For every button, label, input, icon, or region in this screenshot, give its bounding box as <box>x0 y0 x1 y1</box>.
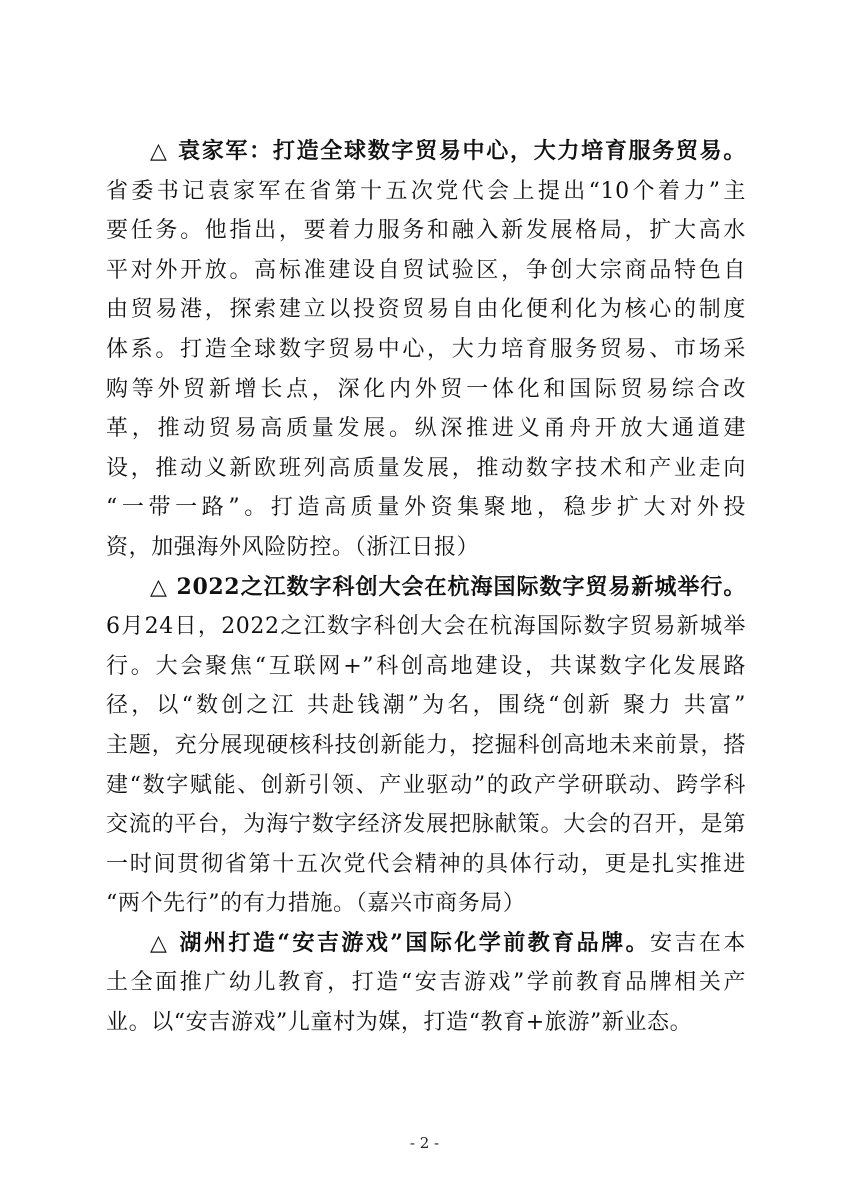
document-body <box>106 132 746 1043</box>
news-item-3 <box>106 924 746 1043</box>
text-line: 由贸易港，探索建立以投资贸易自由化便利化为核心的制度 <box>106 297 746 323</box>
text-line: 设，推动义新欧班列高质量发展，推动数字技术和产业走向 <box>106 455 746 481</box>
news-item-heading: △ 袁家军：打造全球数字贸易中心，大力培育服务贸易。 <box>150 138 746 164</box>
text-line: 资，加强海外风险防控。（浙江日报） <box>106 534 480 560</box>
news-item-1 <box>106 132 746 568</box>
news-item-heading: △ 湖州打造“安吉游戏”国际化学前教育品牌。 <box>150 929 651 956</box>
text-line: 土全面推广幼儿教育，打造“安吉游戏”学前教育品牌相关产 <box>106 970 746 996</box>
text-line: “两个先行”的有力措施。（嘉兴市商务局） <box>106 891 526 917</box>
text-line: 一时间贯彻省第十五次党代会精神的具体行动，更是扎实推进 <box>106 851 746 877</box>
text-line: 主题，充分展现硬核科技创新能力，挖掘科创高地未来前景，搭 <box>106 732 746 758</box>
text-line: 建“数字赋能、创新引领、产业驱动”的政产学研联动、跨学科 <box>106 772 746 798</box>
page-number: - 2 - <box>409 1134 440 1152</box>
text-line: “一带一路”。打造高质量外资集聚地，稳步扩大对外投 <box>106 495 746 521</box>
text-line: 购等外贸新增长点，深化内外贸一体化和国际贸易综合改 <box>106 376 746 402</box>
text-line: 革，推动贸易高质量发展。纵深推进义甬舟开放大通道建 <box>106 416 746 442</box>
text-line: △ 湖州打造“安吉游戏”国际化学前教育品牌。安吉在本 <box>150 929 746 956</box>
text-line: 6月24日，2022之江数字科创大会在杭海国际数字贸易新城举 <box>106 614 746 640</box>
text-line: 交流的平台，为海宁数字经济发展把脉献策。大会的召开，是第 <box>106 812 746 838</box>
news-item-2 <box>106 568 746 924</box>
text-line: 平对外开放。高标准建设自贸试验区，争创大宗商品特色自 <box>106 257 746 283</box>
text-line: 省委书记袁家军在省第十五次党代会上提出“10个着力”主 <box>106 178 746 204</box>
text-line: 要任务。他指出，要着力服务和融入新发展格局，扩大高水 <box>106 218 746 244</box>
text-line: 业。以“安吉游戏”儿童村为媒，打造“教育+旅游”新业态。 <box>106 1010 693 1036</box>
text-line: 行。大会聚焦“互联网+”科创高地建设，共谋数字化发展路 <box>106 653 746 679</box>
news-item-heading: △ 2022之江数字科创大会在杭海国际数字贸易新城举行。 <box>150 573 746 600</box>
text-line: 径，以“数创之江 共赴钱潮”为名，围绕“创新 聚力 共富” <box>106 693 746 719</box>
text-line: 体系。打造全球数字贸易中心，大力培育服务贸易、市场采 <box>106 336 746 362</box>
